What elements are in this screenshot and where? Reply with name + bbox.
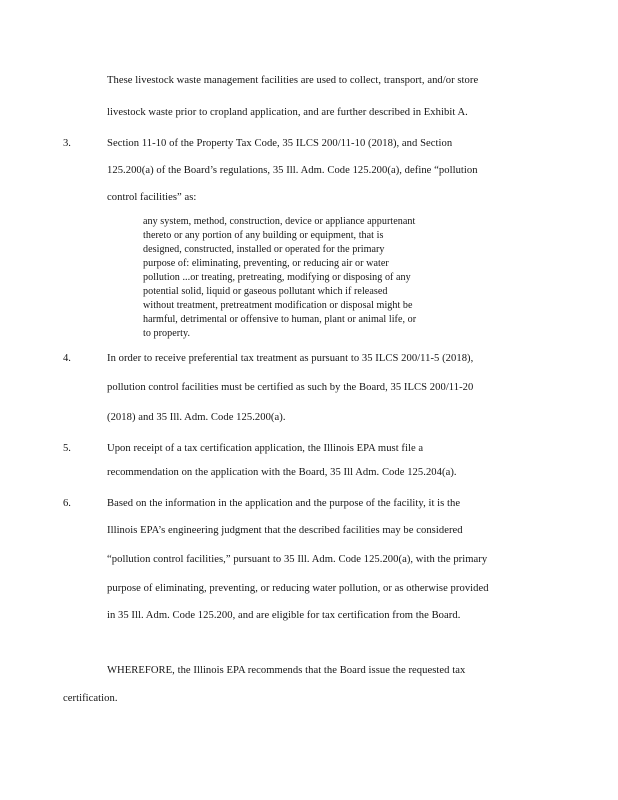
paragraph-line: Upon receipt of a tax certification application, the Illinois EPA must file a xyxy=(107,443,424,454)
quote-line: potential solid, liquid or gaseous pollutant which if released xyxy=(143,286,388,297)
quote-line: harmful, detrimental or offensive to human, plant or animal life, or xyxy=(143,314,417,325)
quote-line: purpose of: eliminating, preventing, or reducing air or water xyxy=(143,258,389,269)
quote-line: designed, constructed, installed or operated for the primary xyxy=(143,244,385,255)
paragraph-line: control facilities” as: xyxy=(107,192,197,203)
paragraph-line: recommendation on the application with the Board, 35 Ill Adm. Code 125.204(a). xyxy=(107,467,457,478)
conclusion-line: certification. xyxy=(63,693,118,704)
intro-line: livestock waste prior to cropland application, and are further described in Exhibit A. xyxy=(107,107,468,118)
quote-line: thereto or any portion of any building or equipment, that is xyxy=(143,230,384,241)
paragraph-line: “pollution control facilities,” pursuant to 35 Ill. Adm. Code 125.200(a), with the primary xyxy=(107,554,488,565)
paragraph-line: Section 11-10 of the Property Tax Code, 35 ILCS 200/11-10 (2018), and Section xyxy=(107,138,453,149)
paragraph-line: purpose of eliminating, preventing, or reducing water pollution, or as otherwise provided xyxy=(107,583,489,594)
quote-line: pollution ...or treating, pretreating, modifying or disposing of any xyxy=(143,272,411,283)
quote-line: any system, method, construction, device or appliance appurtenant xyxy=(143,216,416,227)
paragraph-line: 125.200(a) of the Board’s regulations, 35 Ill. Adm. Code 125.200(a), define “pollution xyxy=(107,165,478,176)
intro-line: These livestock waste management facilities are used to collect, transport, and/or store xyxy=(107,75,479,86)
quote-line: without treatment, pretreatment modification or disposal might be xyxy=(143,300,413,311)
paragraph-number: 6. xyxy=(63,498,71,509)
paragraph-line: Based on the information in the application and the purpose of the facility, it is the xyxy=(107,498,461,509)
paragraph-number: 5. xyxy=(63,443,71,454)
paragraph-line: In order to receive preferential tax treatment as pursuant to 35 ILCS 200/11-5 (2018), xyxy=(107,353,474,364)
paragraph-number: 3. xyxy=(63,138,71,149)
paragraph-line: in 35 Ill. Adm. Code 125.200, and are eligible for tax certification from the Board. xyxy=(107,610,461,621)
paragraph-line: (2018) and 35 Ill. Adm. Code 125.200(a). xyxy=(107,412,286,423)
paragraph-number: 4. xyxy=(63,353,71,364)
paragraph-line: Illinois EPA’s engineering judgment that the described facilities may be considered xyxy=(107,525,463,536)
quote-line: to property. xyxy=(143,328,191,339)
conclusion-line: WHEREFORE, the Illinois EPA recommends that the Board issue the requested tax xyxy=(107,665,466,676)
paragraph-line: pollution control facilities must be certified as such by the Board, 35 ILCS 200/11-20 xyxy=(107,382,474,393)
